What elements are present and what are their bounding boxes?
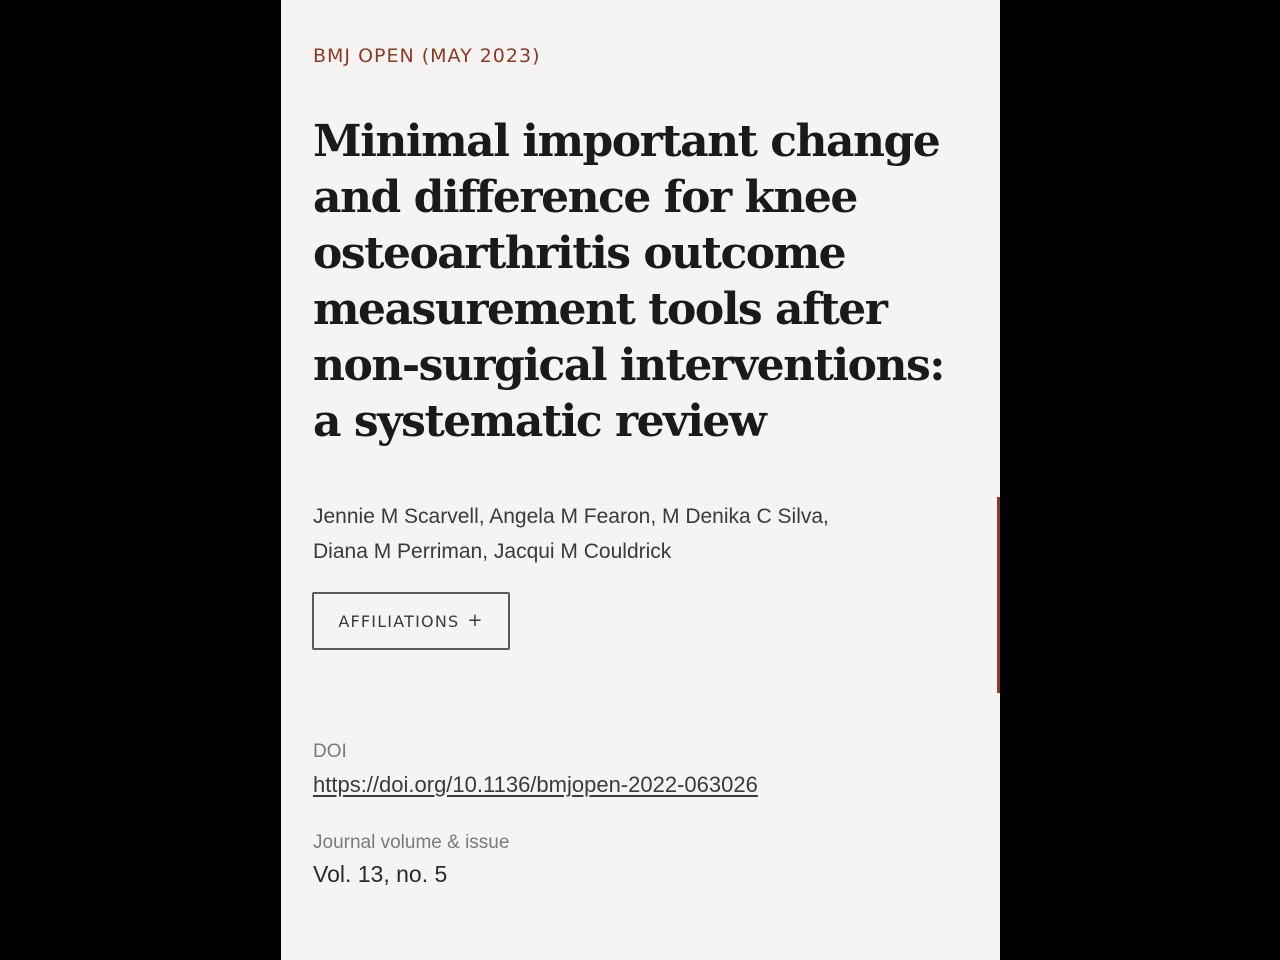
affiliations-button[interactable] <box>312 592 510 650</box>
author-line: Diana M Perriman, Jacqui M Couldrick <box>313 540 672 563</box>
title-line: a systematic review <box>313 396 766 447</box>
author-list <box>313 499 973 569</box>
title-line: Minimal important change <box>313 116 940 167</box>
journal-kicker: BMJ OPEN (MAY 2023) <box>313 45 541 67</box>
title-line: and difference for knee <box>313 172 857 223</box>
title-line: measurement tools after <box>313 284 887 335</box>
volume-issue-value: Vol. 13, no. 5 <box>313 861 448 887</box>
title-line: osteoarthritis outcome <box>313 228 846 279</box>
title-line: non-surgical interventions: <box>313 340 944 391</box>
plus-icon: + <box>467 610 484 631</box>
affiliations-button-label: AFFILIATIONS <box>338 611 460 631</box>
accent-bar <box>997 497 1000 693</box>
article-card <box>281 0 1000 960</box>
doi-link[interactable]: https://doi.org/10.1136/bmjopen-2022-063026 <box>313 772 758 797</box>
author-line: Jennie M Scarvell, Angela M Fearon, M Denika C Silva, <box>313 505 829 528</box>
volume-issue-label: Journal volume & issue <box>313 832 510 853</box>
article-title <box>313 114 973 450</box>
doi-label: DOI <box>313 741 347 762</box>
